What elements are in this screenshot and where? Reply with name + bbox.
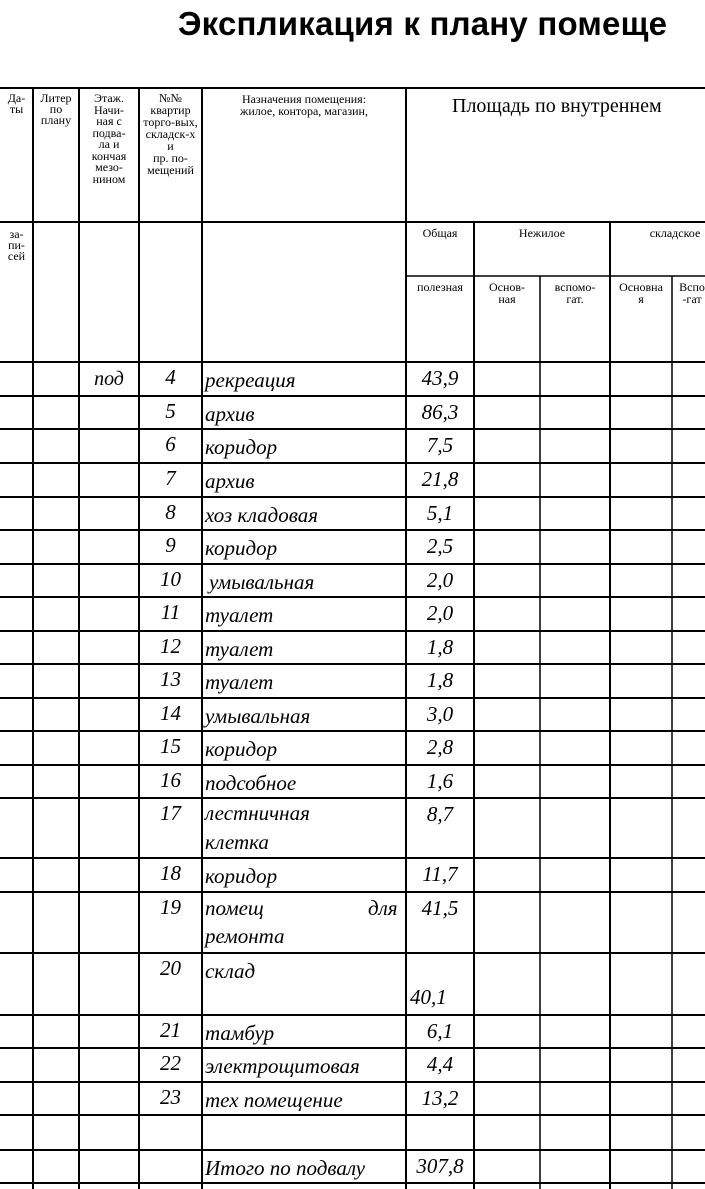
row-name: склад	[205, 959, 256, 983]
header-number: и	[167, 139, 174, 153]
row-number: 6	[165, 432, 176, 456]
row-number: 19	[160, 895, 181, 919]
row-number: 18	[160, 861, 181, 885]
row-name: ремонта	[205, 924, 285, 948]
header-number: №№	[159, 91, 182, 105]
row-name: клетка	[205, 830, 269, 854]
row-number: 22	[160, 1051, 181, 1075]
row-area: 40,1	[410, 985, 447, 1009]
floor-label: под	[94, 368, 124, 390]
header-floor: ная с	[96, 114, 122, 128]
row-area: 2,5	[426, 534, 454, 558]
header-records: за-	[9, 227, 24, 241]
row-number: 8	[165, 500, 176, 524]
header-liter: Литер	[40, 91, 72, 105]
header-main: ная	[498, 292, 516, 306]
row-area: 21,8	[421, 467, 459, 491]
row-area: 13,2	[421, 1086, 459, 1110]
header-records: сей	[7, 249, 26, 263]
row-number: 17	[160, 801, 181, 825]
header-main-2: Основна	[619, 280, 663, 294]
row-name: подсобное	[205, 771, 297, 795]
row-area: 5,1	[426, 501, 454, 525]
header-auxiliary-2: -гат	[682, 292, 702, 306]
row-number: 20	[160, 956, 181, 980]
row-area: 11,7	[422, 862, 458, 886]
row-name: туалет	[205, 637, 274, 661]
row-name: умывальная	[205, 704, 311, 728]
row-name: туалет	[205, 670, 274, 694]
row-name: хоз кладовая	[205, 503, 318, 527]
row-name: помещ	[205, 896, 264, 920]
header-number: торго-вых,	[143, 115, 198, 129]
row-name: архив	[205, 469, 255, 493]
row-number: 21	[160, 1018, 181, 1042]
row-name: коридор	[205, 435, 278, 459]
header-purpose: Назначения помещения:	[241, 92, 367, 106]
row-area: 43,9	[421, 366, 459, 390]
row-name: тамбур	[205, 1021, 275, 1045]
row-name: туалет	[205, 603, 274, 627]
header-auxiliary: вспомо-	[554, 280, 596, 294]
row-area: 2,0	[426, 568, 454, 592]
header-main: Основ-	[488, 280, 526, 294]
row-name: рекреация	[205, 368, 296, 392]
header-floor: мезо-	[95, 160, 123, 174]
row-name: Итого по подвалу	[205, 1156, 366, 1180]
row-name: коридор	[205, 864, 278, 888]
row-number: 16	[160, 768, 181, 792]
row-area: 7,5	[426, 433, 454, 457]
row-area: 86,3	[421, 400, 459, 424]
row-area: 1,8	[426, 635, 454, 659]
header-number: мещений	[147, 163, 194, 177]
header-liter: плану	[40, 113, 72, 127]
header-date: Да-	[7, 91, 26, 105]
header-auxiliary-2: Вспо	[679, 280, 705, 294]
header-nonresidential: Нежилое	[518, 226, 566, 240]
row-area: 6,1	[426, 1019, 454, 1043]
header-main-2: я	[638, 292, 644, 306]
row-area: 8,7	[426, 802, 454, 826]
header-floor: Начи-	[94, 102, 124, 117]
row-name: электрощитовая	[205, 1054, 360, 1078]
header-auxiliary: гат.	[566, 292, 584, 306]
row-number: 12	[160, 634, 181, 658]
row-number: 14	[160, 701, 181, 725]
header-warehouse: складское	[649, 226, 701, 240]
header-date: ты	[9, 102, 24, 116]
document-title: Экспликация к плану помеще	[178, 5, 668, 42]
header-number: квартир	[150, 103, 191, 117]
row-name: для	[368, 896, 398, 920]
row-name: коридор	[205, 737, 278, 761]
row-name: умывальная	[209, 570, 315, 594]
header-liter: по	[49, 102, 63, 116]
row-number: 7	[165, 466, 176, 490]
header-floor: Этаж.	[94, 91, 124, 105]
row-area: 4,4	[426, 1052, 454, 1076]
row-area: 2,0	[426, 601, 454, 625]
row-number: 13	[160, 667, 181, 691]
row-name: лестничная	[205, 801, 310, 825]
header-floor: ла и	[98, 137, 120, 151]
row-number: 15	[160, 734, 181, 758]
header-purpose: жилое, контора, магазин,	[240, 104, 368, 118]
row-name: архив	[205, 402, 255, 426]
row-number: 4	[165, 365, 176, 389]
header-total: Общая	[422, 226, 458, 240]
row-area: 41,5	[421, 896, 459, 920]
row-number: 5	[165, 399, 176, 423]
header-number: пр. по-	[153, 151, 188, 165]
header-number: складск-х	[145, 127, 196, 141]
row-area: 1,8	[426, 668, 454, 692]
header-floor: нином	[92, 171, 126, 186]
row-name: коридор	[205, 536, 278, 560]
header-records: пи-	[8, 238, 25, 252]
header-floor: кончая	[91, 148, 127, 163]
row-name: тех помещение	[205, 1088, 343, 1112]
row-area: 3,0	[426, 702, 454, 726]
header-useful: полезная	[417, 280, 463, 294]
row-number: 23	[160, 1085, 181, 1109]
row-number: 10	[160, 567, 181, 591]
row-number: 9	[165, 533, 176, 557]
row-area: 2,8	[426, 735, 454, 759]
row-area: 1,6	[426, 769, 454, 793]
row-area: 307,8	[416, 1154, 464, 1178]
header-floor: подва-	[92, 125, 126, 140]
header-area: Площадь по внутреннем	[452, 95, 662, 117]
row-number: 11	[160, 600, 181, 624]
